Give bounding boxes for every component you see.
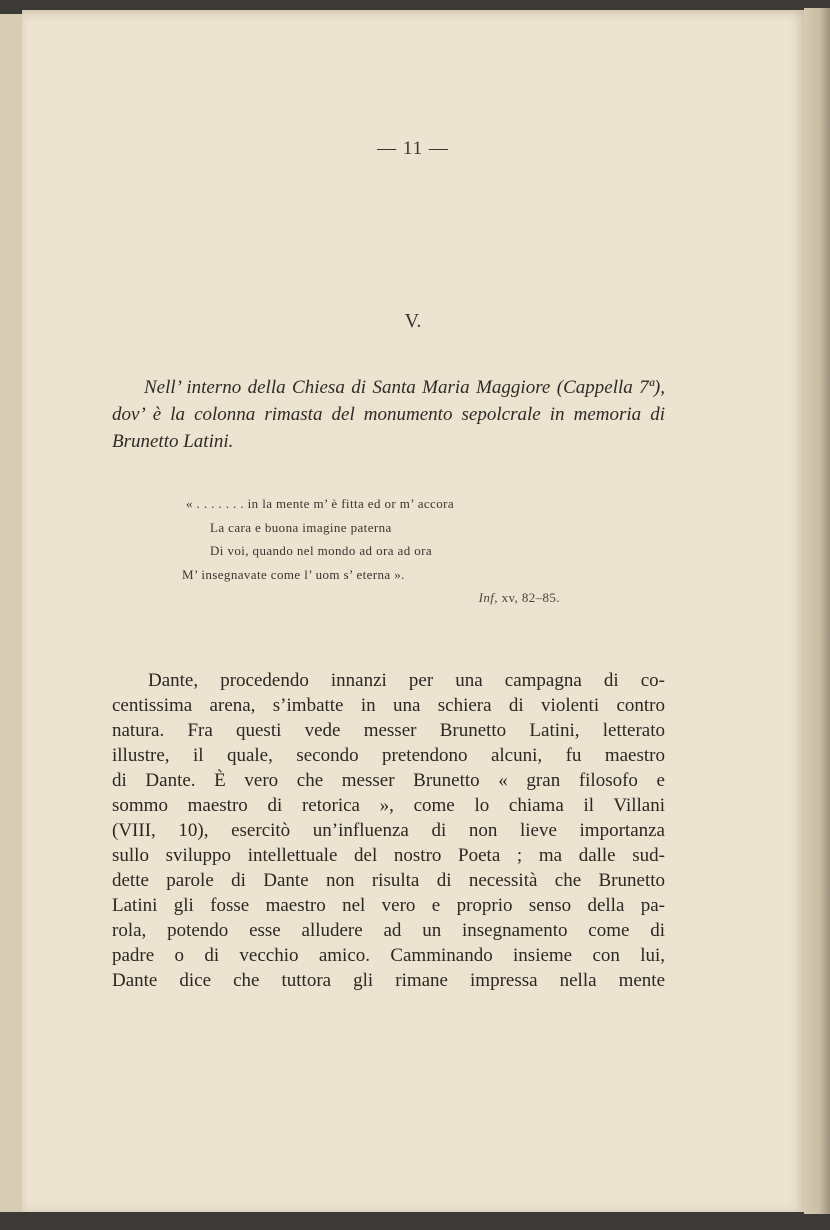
- section-number: V.: [404, 310, 422, 332]
- body-line: di Dante. È vero che messer Brunetto « gran filosofo e: [112, 770, 665, 791]
- citation-ref: , xv, 82–85.: [494, 590, 560, 605]
- body-line: sommo maestro di retorica », come lo chiama il Villani: [112, 795, 665, 816]
- verse-line: « . . . . . . . in la mente m’ è fitta ed or m’ accora: [186, 496, 455, 511]
- body-paragraph: [112, 668, 665, 993]
- section-heading: Nell’ interno della Chiesa di Santa Maria Maggiore (Cappella 7ª), dov’ è la colonna rimasta del monumento sepolcrale in memoria di Brunetto Latini.: [112, 377, 665, 452]
- body-line: Dante, procedendo innanzi per una campagna di co-: [148, 670, 665, 691]
- verse-line: M’ insegnavate come l’ uom s’ eterna ».: [182, 566, 405, 582]
- book-page: [22, 10, 804, 1212]
- citation-work: Inf: [478, 590, 495, 605]
- body-line: natura. Fra questi vede messer Brunetto Latini, letterato: [112, 720, 665, 741]
- body-line: rola, potendo esse alludere ad un insegnamento come di: [112, 920, 665, 941]
- body-line: Latini gli fosse maestro nel vero e proprio senso della pa-: [112, 895, 665, 916]
- page-number: — 11 —: [377, 138, 449, 159]
- body-line: centissima arena, s’imbatte in una schiera di violenti contro: [112, 695, 665, 716]
- body-line: illustre, il quale, secondo pretendono alcuni, fu maestro: [112, 745, 665, 766]
- body-line: (VIII, 10), esercitò un’influenza di non lieve importanza: [112, 820, 665, 841]
- body-line: Dante dice che tuttora gli rimane impressa nella mente: [112, 970, 665, 991]
- verse-citation: [382, 590, 560, 606]
- body-line: sullo sviluppo intellettuale del nostro Poeta ; ma dalle sud-: [112, 845, 665, 866]
- body-line: padre o di vecchio amico. Camminando insieme con lui,: [112, 945, 665, 966]
- previous-page-edge: [0, 14, 23, 1212]
- verse-line: La cara e buona imagine paterna: [210, 519, 392, 535]
- body-line: dette parole di Dante non risulta di necessità che Brunetto: [112, 870, 665, 891]
- verse-line: Di voi, quando nel mondo ad ora ad ora: [210, 543, 433, 558]
- verse-quote: [182, 492, 602, 586]
- page-stack-edge: [804, 8, 830, 1214]
